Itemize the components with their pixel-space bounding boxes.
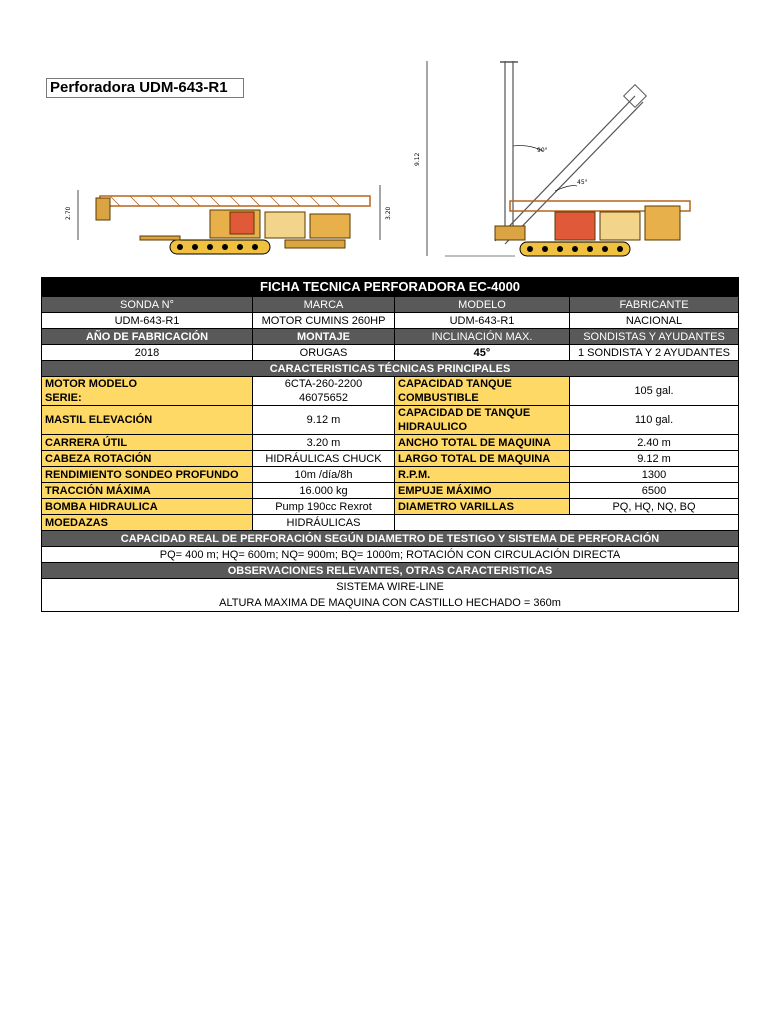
height-dim-left: 2.70 [65,206,72,220]
mast-height-dim: 9.12 [414,152,421,166]
spec-label-motor-serie: SERIE: [45,392,82,404]
height-dim-right: 3.20 [385,206,392,220]
spec-value-moedazas: HIDRÁULICAS [253,515,395,531]
spec-value-motor-serie: 46075652 [299,392,348,404]
spec-label-moedazas: MOEDAZAS [42,515,253,531]
spec-label-tanque-hidraulico [395,406,570,435]
section-capacity: CAPACIDAD REAL DE PERFORACIÓN SEGÚN DIAMETRO DE TESTIGO Y SISTEMA DE PERFORACIÓN [42,531,739,547]
col-header-ano: AÑO DE FABRICACIÓN [42,329,253,345]
value-fabricante: NACIONAL [570,313,739,329]
spec-value-rpm: 1300 [570,467,739,483]
spec-label-cabeza: CABEZA ROTACIÓN [42,451,253,467]
value-sonda: UDM-643-R1 [42,313,253,329]
spec-label-rendimiento: RENDIMIENTO SONDEO PROFUNDO [42,467,253,483]
spec-value-empuje: 6500 [570,483,739,499]
spec-value-traccion: 16.000 kg [253,483,395,499]
value-ano: 2018 [42,345,253,361]
spec-value-bomba: Pump 190cc Rexrot [253,499,395,515]
page-title: Perforadora UDM-643-R1 [46,78,244,98]
angle-45-label: 45° [577,179,588,186]
observation-line-2: ALTURA MAXIMA DE MAQUINA CON CASTILLO HECHADO = 360m [219,597,561,609]
col-header-montaje: MONTAJE [253,329,395,345]
spec-label-ancho: ANCHO TOTAL DE MAQUINA [395,435,570,451]
section-main-specs: CARACTERISTICAS TÉCNICAS PRINCIPALES [42,361,739,377]
col-header-modelo: MODELO [395,297,570,313]
spec-sheet-table [41,277,739,612]
col-header-inclinacion: INCLINACIÓN MAX. [395,329,570,345]
spec-label-tanque-combustible-1: CAPACIDAD TANQUE [398,378,512,390]
col-header-fabricante: FABRICANTE [570,297,739,313]
spec-value-ancho: 2.40 m [570,435,739,451]
spec-value-tanque-combustible: 105 gal. [570,377,739,406]
spec-value-motor [253,377,395,406]
value-modelo: UDM-643-R1 [395,313,570,329]
spec-value-diametro: PQ, HQ, NQ, BQ [570,499,739,515]
sheet-heading: FICHA TECNICA PERFORADORA EC-4000 [42,278,739,297]
spec-label-traccion: TRACCIÓN MÁXIMA [42,483,253,499]
spec-value-motor-modelo: 6CTA-260-2200 [284,378,363,390]
spec-label-largo: LARGO TOTAL DE MAQUINA [395,451,570,467]
spec-label-motor [42,377,253,406]
spec-value-rendimiento: 10m /día/8h [253,467,395,483]
spec-label-bomba: BOMBA HIDRAULICA [42,499,253,515]
col-header-sonda: SONDA N° [42,297,253,313]
value-marca: MOTOR CUMINS 260HP [253,313,395,329]
rig-drawing-operating [405,56,705,266]
spec-value-tanque-hidraulico: 110 gal. [570,406,739,435]
spec-label-diametro: DIAMETRO VARILLAS [395,499,570,515]
spec-value-largo: 9.12 m [570,451,739,467]
observation-line-1: SISTEMA WIRE-LINE [336,581,444,593]
spec-value-cabeza: HIDRÁULICAS CHUCK [253,451,395,467]
spec-empty-cell-2 [570,515,739,531]
spec-value-mastil: 9.12 m [253,406,395,435]
observations-value [42,579,739,612]
spec-label-carrera: CARRERA ÚTIL [42,435,253,451]
spec-label-tanque-combustible [395,377,570,406]
spec-label-tanque-hidraulico-1: CAPACIDAD DE TANQUE [398,407,531,419]
spec-label-tanque-combustible-2: COMBUSTIBLE [398,392,479,404]
angle-90-label: 90° [537,147,548,154]
col-header-marca: MARCA [253,297,395,313]
spec-empty-cell [395,515,570,531]
value-inclinacion: 45° [395,345,570,361]
spec-value-carrera: 3.20 m [253,435,395,451]
value-sondistas: 1 SONDISTA Y 2 AYUDANTES [570,345,739,361]
spec-label-tanque-hidraulico-2: HIDRAULICO [398,421,468,433]
rig-drawing-transport [60,180,400,270]
spec-label-empuje: EMPUJE MÁXIMO [395,483,570,499]
value-montaje: ORUGAS [253,345,395,361]
spec-label-mastil: MASTIL ELEVACIÓN [42,406,253,435]
capacity-value: PQ= 400 m; HQ= 600m; NQ= 900m; BQ= 1000m; ROTACIÓN CON CIRCULACIÓN DIRECTA [42,547,739,563]
spec-label-motor-modelo: MOTOR MODELO [45,378,138,390]
section-observations: OBSERVACIONES RELEVANTES, OTRAS CARACTERISTICAS [42,563,739,579]
col-header-sondistas: SONDISTAS Y AYUDANTES [570,329,739,345]
spec-label-rpm: R.P.M. [395,467,570,483]
